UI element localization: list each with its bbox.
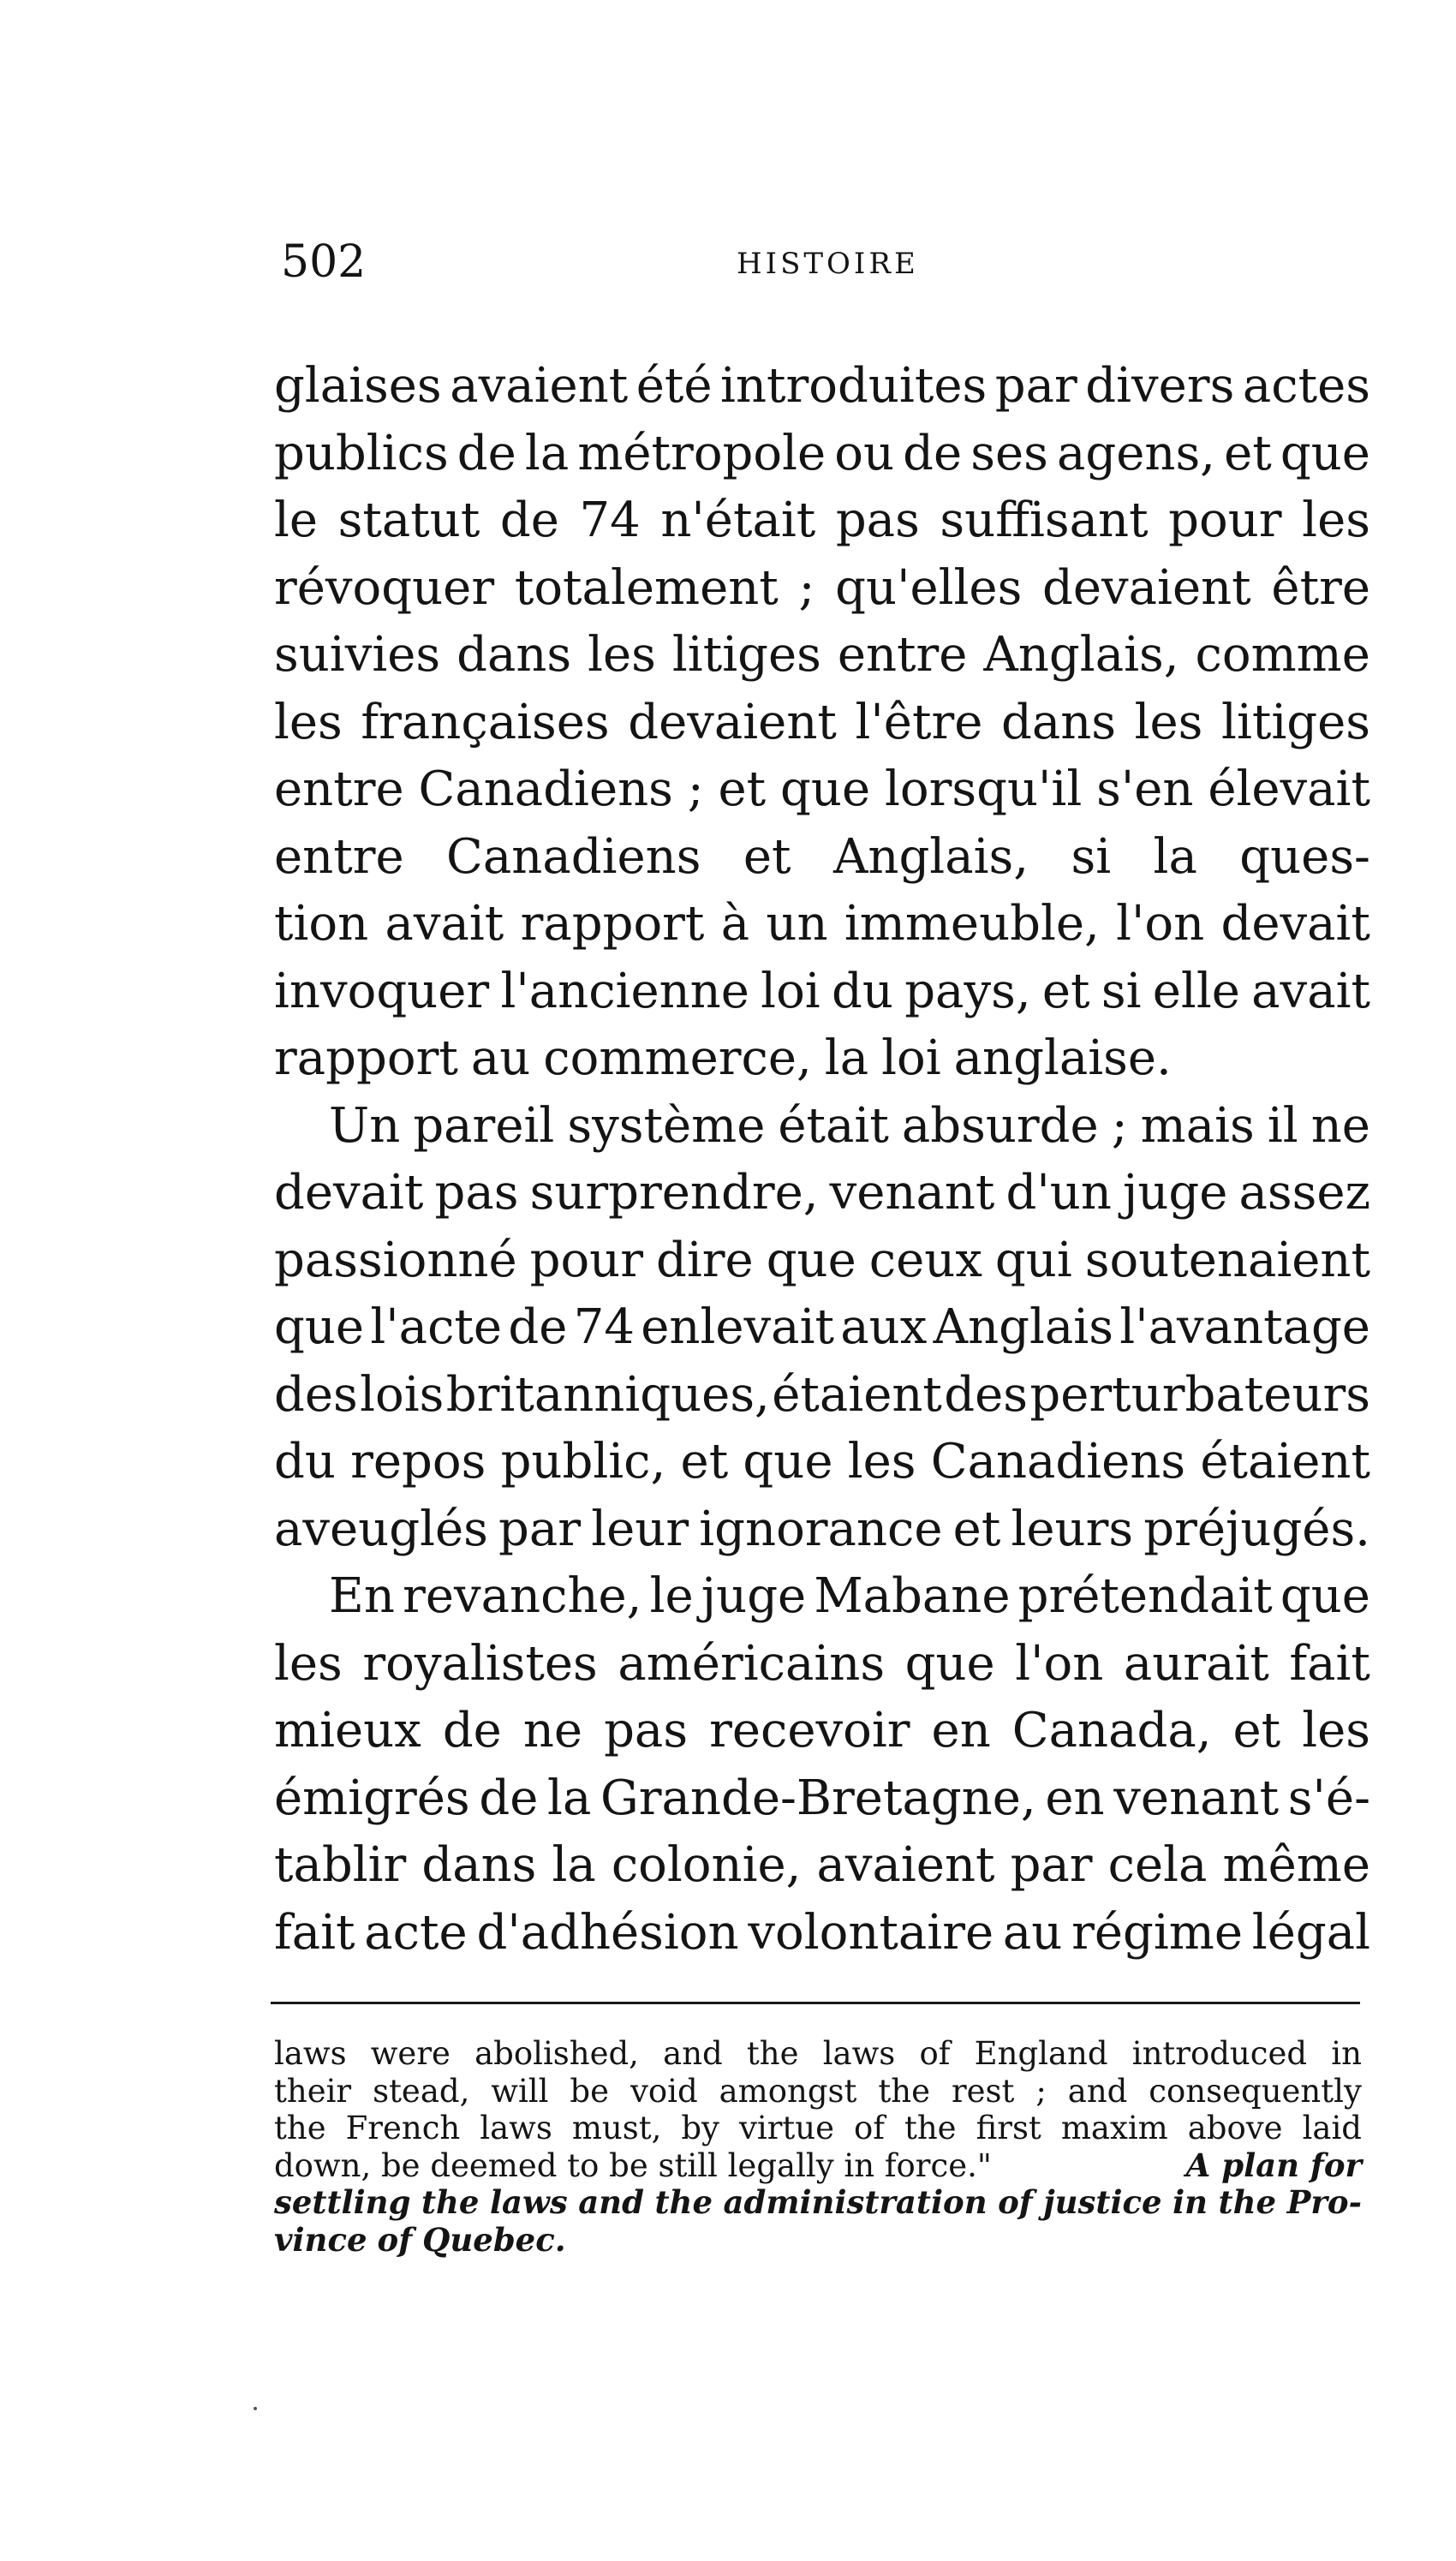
word: la — [552, 1837, 596, 1893]
word: be — [570, 2072, 610, 2110]
word: acte — [364, 1904, 468, 1961]
word: au — [1002, 1904, 1063, 1961]
word: and — [578, 2183, 644, 2221]
word: d'adhésion — [476, 1904, 739, 1961]
word: ou — [834, 425, 895, 481]
word: pas — [835, 493, 920, 548]
body-line — [274, 824, 1370, 892]
word: consequently — [1149, 2072, 1362, 2110]
word: colonie, — [611, 1837, 802, 1893]
word: above — [1187, 2110, 1283, 2146]
word: du — [832, 963, 893, 1019]
word: de — [903, 425, 963, 481]
word: repos — [350, 1434, 486, 1489]
footnote — [274, 2035, 1362, 2259]
body-line — [274, 756, 1370, 824]
word: venant — [829, 1165, 995, 1221]
print-speck — [254, 2407, 257, 2410]
word: must, — [571, 2110, 662, 2146]
word: tablir — [274, 1837, 407, 1893]
word: du — [274, 1434, 336, 1489]
word: la — [524, 425, 570, 481]
word: introduites — [720, 358, 988, 414]
word: elle — [1152, 963, 1240, 1019]
word: qui — [994, 1232, 1072, 1288]
word: ne — [522, 1703, 583, 1758]
body-line — [274, 555, 1370, 623]
word: juge — [701, 1568, 807, 1624]
word: des — [274, 1366, 358, 1423]
word: their — [274, 2072, 352, 2110]
word: in — [1331, 2035, 1362, 2072]
word: le — [274, 493, 319, 548]
word: Canadiens — [418, 761, 673, 817]
word: soutenaient — [1084, 1232, 1370, 1288]
word: rest — [951, 2072, 1015, 2110]
word: laws — [489, 2183, 568, 2221]
word: être — [1271, 559, 1370, 616]
word: avait — [385, 896, 504, 952]
word: Mabane — [814, 1568, 1011, 1624]
word: tion — [274, 896, 369, 952]
body-text — [274, 353, 1370, 1967]
word: litiges — [671, 627, 821, 683]
word: et — [718, 761, 767, 817]
body-line — [274, 1631, 1370, 1698]
word: les — [1302, 1703, 1370, 1758]
body-line — [274, 690, 1370, 757]
body-line — [274, 1093, 1370, 1161]
word: au — [470, 1030, 531, 1086]
word: French — [345, 2110, 461, 2146]
word: leur — [591, 1501, 689, 1557]
word: stead, — [373, 2072, 470, 2110]
word: void — [630, 2072, 698, 2110]
word: rapport — [274, 1030, 458, 1086]
word: ne — [1310, 1097, 1370, 1154]
word: absurde — [901, 1097, 1099, 1154]
word: loi — [881, 1030, 941, 1086]
footnote-line — [274, 2184, 1362, 2222]
word: virtue — [738, 2110, 834, 2146]
word: invoquer — [274, 963, 490, 1019]
word: of — [377, 2220, 413, 2259]
word: lois — [360, 1366, 445, 1423]
word: fait — [1289, 1635, 1370, 1692]
word: été — [636, 358, 713, 414]
word: s'en — [1096, 761, 1194, 817]
word: devaient — [628, 694, 837, 750]
body-line — [274, 1563, 1370, 1631]
word: dans — [421, 1837, 537, 1893]
word: entre — [274, 761, 404, 817]
word: ; — [687, 761, 704, 817]
word: passionné — [274, 1232, 517, 1288]
word: Anglais — [933, 1299, 1113, 1355]
word: l'acte — [370, 1299, 503, 1355]
word: même — [1222, 1837, 1370, 1893]
word: n'était — [660, 493, 816, 548]
word: mais — [1140, 1097, 1255, 1154]
word: ceux — [868, 1232, 982, 1288]
word: Canada, — [1011, 1703, 1212, 1758]
word: introduced — [1131, 2035, 1308, 2072]
word: divers — [1085, 358, 1235, 414]
word: système — [567, 1097, 766, 1154]
word: suffisant — [940, 493, 1149, 548]
word: of — [919, 2035, 951, 2072]
word: entre — [837, 627, 968, 683]
word: maxim — [1060, 2110, 1168, 2146]
word: de — [442, 1703, 502, 1758]
body-line — [274, 1496, 1370, 1564]
word: que — [274, 1299, 365, 1355]
word: England — [974, 2035, 1108, 2072]
word: émigrés — [274, 1770, 470, 1826]
footnote-line — [274, 2110, 1362, 2147]
word: volontaire — [748, 1904, 994, 1961]
word: et — [680, 1434, 729, 1489]
word: de — [456, 425, 516, 481]
word: the — [878, 2072, 930, 2110]
word: légal — [1251, 1904, 1370, 1961]
word: s'é- — [1287, 1770, 1370, 1826]
word: ; — [798, 559, 815, 616]
word: leurs — [1011, 1501, 1134, 1557]
word: loi — [761, 963, 820, 1019]
footnote-line — [274, 2035, 1362, 2073]
word: il — [1267, 1097, 1298, 1154]
word: pas — [434, 1165, 519, 1221]
body-line — [274, 1294, 1370, 1362]
word: Quebec. — [422, 2220, 566, 2259]
word: and — [663, 2035, 723, 2072]
word: de — [479, 1770, 539, 1826]
word: Anglais, — [832, 828, 1029, 885]
word: un — [766, 896, 828, 952]
word: d'un — [1005, 1165, 1112, 1221]
word: Canadiens — [446, 828, 701, 885]
word: aurait — [1123, 1635, 1269, 1692]
word: que — [780, 761, 871, 817]
word: devaient — [1042, 559, 1251, 616]
word: devait — [1220, 896, 1370, 952]
footnote-rule — [271, 2002, 1360, 2004]
word: devait — [274, 1165, 424, 1221]
word: the — [421, 2183, 480, 2221]
word: enlevait — [641, 1299, 834, 1355]
word: et — [1224, 425, 1272, 481]
body-line — [274, 421, 1370, 488]
word: Un — [329, 1097, 401, 1154]
citation-title-start: A plan for — [1185, 2146, 1362, 2184]
word: statut — [337, 493, 480, 548]
word: of — [998, 2183, 1033, 2221]
word: comme — [1195, 627, 1370, 683]
word: britanniques, — [445, 1366, 770, 1423]
running-title: HISTOIRE — [737, 247, 919, 281]
word: aux — [840, 1299, 928, 1355]
body-line — [274, 1160, 1370, 1227]
word: Canadiens — [930, 1434, 1186, 1489]
word: litiges — [1221, 694, 1370, 750]
word: en — [931, 1703, 991, 1758]
word: les — [1302, 493, 1370, 548]
word: fait — [274, 1904, 355, 1961]
word: agens, — [1057, 425, 1215, 481]
word: by — [681, 2110, 719, 2146]
word: perturbateurs — [1029, 1366, 1370, 1423]
page-number: 502 — [281, 236, 367, 288]
word: était — [778, 1097, 889, 1154]
body-line — [274, 622, 1370, 690]
word: amongst — [719, 2072, 857, 2110]
word: justice — [1043, 2183, 1162, 2221]
word: des — [944, 1366, 1029, 1423]
word: pour — [529, 1232, 644, 1288]
word: les — [274, 1635, 343, 1692]
word: publics — [274, 425, 449, 481]
word: rapport — [520, 896, 705, 952]
word: élevait — [1208, 761, 1370, 817]
word: immeuble, — [844, 896, 1100, 952]
word: ; — [1111, 1097, 1128, 1154]
word: étaient — [1200, 1434, 1370, 1489]
word: administration — [723, 2183, 988, 2221]
word: par — [498, 1501, 582, 1557]
word: la — [1153, 828, 1197, 885]
word: the — [1218, 2183, 1277, 2221]
word: révoquer — [274, 559, 495, 616]
word: cela — [1107, 1837, 1208, 1893]
word: laws — [480, 2110, 552, 2146]
word: pour — [1168, 493, 1282, 548]
word: de — [499, 493, 559, 548]
word: par — [1010, 1837, 1093, 1893]
word: totalement — [514, 559, 779, 616]
footnote-line — [274, 2073, 1362, 2110]
word: venant — [1113, 1770, 1280, 1826]
word: si — [1071, 828, 1112, 885]
footnote-line-text: down, be deemed to be still legally in force." — [274, 2146, 992, 2184]
word: l'on — [1116, 896, 1205, 952]
word: pareil — [413, 1097, 555, 1154]
word: par — [994, 358, 1077, 414]
footnote-line-with-citation — [274, 2147, 1362, 2185]
word: revanche, — [403, 1568, 642, 1624]
body-line — [274, 1227, 1370, 1295]
word: si — [1101, 963, 1142, 1019]
word: que — [743, 1434, 833, 1489]
word: dire — [656, 1232, 754, 1288]
word: pas — [604, 1703, 689, 1758]
word: abolished, — [474, 2035, 639, 2072]
word: les — [847, 1434, 916, 1489]
body-line — [274, 1832, 1370, 1900]
word: the — [274, 2110, 326, 2146]
word: pays, — [904, 963, 1031, 1019]
word: mieux — [274, 1703, 421, 1758]
word: recevoir — [709, 1703, 910, 1758]
word: que — [904, 1635, 995, 1692]
word: l'on — [1015, 1635, 1104, 1692]
word: public, — [500, 1434, 666, 1489]
word: préjugés. — [1143, 1501, 1370, 1557]
word: 74 — [579, 493, 641, 548]
body-line — [274, 891, 1370, 958]
word: lorsqu'il — [884, 761, 1083, 817]
word: et — [1041, 963, 1090, 1019]
word: Pro- — [1286, 2183, 1362, 2221]
word: royalistes — [362, 1635, 598, 1692]
word: avaient — [450, 358, 629, 414]
word: avait — [1251, 963, 1370, 1019]
word: and — [1067, 2072, 1128, 2110]
footnote-line — [274, 2222, 1362, 2260]
word: les — [274, 694, 343, 750]
word: entre — [274, 828, 404, 885]
word: aveuglés — [274, 1501, 488, 1557]
word: were — [370, 2035, 451, 2072]
word: the — [654, 2183, 713, 2221]
body-line — [274, 1025, 1370, 1093]
word: l'être — [855, 694, 983, 750]
body-line — [274, 353, 1370, 421]
word: surprendre, — [529, 1165, 819, 1221]
word: glaises — [274, 358, 442, 414]
body-line — [274, 958, 1370, 1026]
word: commerce, — [543, 1030, 812, 1086]
word: actes — [1242, 358, 1370, 414]
word: l'ancienne — [500, 963, 749, 1019]
word: 74 — [573, 1299, 635, 1355]
word: Anglais, — [983, 627, 1179, 683]
word: que — [1280, 425, 1370, 481]
word: ignorance — [699, 1501, 943, 1557]
word: que — [766, 1232, 856, 1288]
word: ; — [1035, 2072, 1047, 2110]
word: settling — [274, 2183, 411, 2221]
body-line — [274, 487, 1370, 555]
word: laid — [1302, 2110, 1362, 2146]
body-line — [274, 1429, 1370, 1496]
word: ques- — [1239, 828, 1370, 885]
word: ses — [970, 425, 1048, 481]
word: le — [649, 1568, 694, 1624]
word: les — [588, 627, 656, 683]
body-line — [274, 1698, 1370, 1765]
word: étaient — [772, 1366, 942, 1423]
word: et — [952, 1501, 1001, 1557]
word: in — [1173, 2183, 1208, 2221]
word: juge — [1122, 1165, 1228, 1221]
word: la — [824, 1030, 869, 1086]
word: anglaise. — [953, 1030, 1172, 1086]
word: the — [904, 2110, 957, 2146]
word: métropole — [577, 425, 826, 481]
word: que — [1280, 1568, 1370, 1624]
word: laws — [822, 2035, 896, 2072]
body-line — [274, 1900, 1370, 1967]
word: the — [746, 2035, 799, 2072]
word: et — [743, 828, 791, 885]
word: will — [491, 2072, 549, 2110]
word: de — [508, 1299, 568, 1355]
word: la — [547, 1770, 592, 1826]
body-line — [274, 1362, 1370, 1430]
word: qu'elles — [835, 559, 1023, 616]
word: assez — [1238, 1165, 1370, 1221]
word: of — [853, 2110, 885, 2146]
word: en — [1045, 1770, 1105, 1826]
word: françaises — [361, 694, 610, 750]
word: vince — [274, 2220, 367, 2259]
word: suivies — [274, 627, 441, 683]
word: avaient — [816, 1837, 995, 1893]
word: first — [976, 2110, 1041, 2146]
word: et — [1232, 1703, 1281, 1758]
word: l'avantage — [1119, 1299, 1370, 1355]
body-line — [274, 1765, 1370, 1833]
word: laws — [274, 2035, 347, 2072]
word: à — [720, 896, 750, 952]
word: En — [329, 1568, 395, 1624]
word: dans — [1000, 694, 1117, 750]
word: les — [1134, 694, 1203, 750]
word: prétendait — [1017, 1568, 1273, 1624]
word: dans — [456, 627, 572, 683]
word: américains — [618, 1635, 886, 1692]
word: régime — [1071, 1904, 1244, 1961]
word: Grande-Bretagne, — [600, 1770, 1036, 1826]
